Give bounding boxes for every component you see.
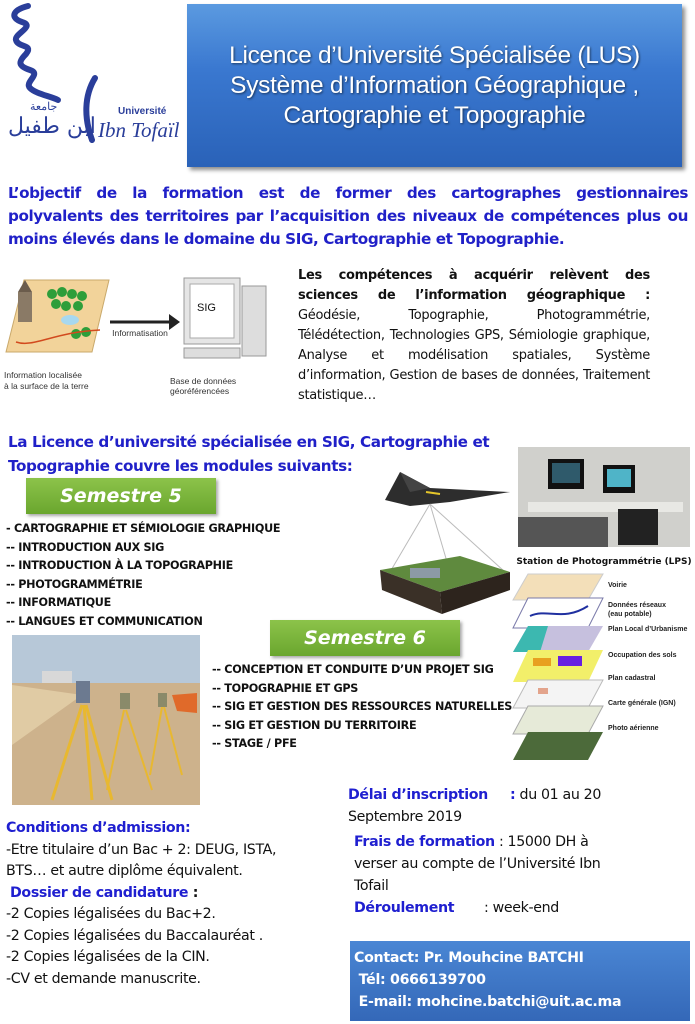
layer-label-occupation: Occupation des sols: [608, 652, 677, 659]
deroulement-label: Déroulement: [354, 900, 455, 916]
gis-layers-image: [508, 572, 695, 762]
conditions-line-2: BTS… et autre diplôme équivalent.: [6, 863, 243, 879]
contact-phone[interactable]: Tél: 0666139700: [354, 972, 486, 988]
frais-value: : 15000 DH à: [494, 834, 589, 850]
frais-value-2: verser au compte de l’Université Ibn: [354, 856, 601, 872]
left-caption-1: Information localisée: [4, 370, 82, 380]
module-item: -- LANGUES ET COMMUNICATION: [6, 614, 203, 628]
photogrammetry-station-image: [518, 447, 690, 547]
logo-universite: Université: [118, 106, 167, 117]
dossier-item: -CV et demande manuscrite.: [6, 970, 201, 987]
layer-label-ign: Carte générale (IGN): [608, 700, 676, 707]
photogrammetry-caption: Station de Photogrammétrie (LPS): [516, 557, 692, 567]
screen-label: SIG: [197, 302, 216, 314]
map-illustration-icon: [4, 272, 294, 362]
layer-label-eau: (eau potable): [608, 611, 652, 618]
frais-value-3: Tofail: [354, 878, 389, 894]
module-item: -- STAGE / PFE: [212, 737, 297, 751]
gis-diagram: [4, 272, 294, 402]
delai-separator: :: [510, 787, 516, 803]
layer-label-plu: Plan Local d’Urbanisme: [608, 626, 688, 633]
logo-ibn-tofail: Ibn Tofaïl: [98, 118, 180, 142]
module-item: -- SIG ET GESTION DU TERRITOIRE: [212, 718, 417, 732]
competences-text: [298, 266, 650, 406]
layer-label-cadastral: Plan cadastral: [608, 675, 656, 682]
inscription-info: [348, 784, 688, 919]
dossier-title: Dossier de candidature: [10, 884, 189, 901]
logo-arabic-main: ابن طفيل: [8, 114, 96, 139]
admission-info: [6, 818, 346, 990]
delai-label: Délai d’inscription: [348, 787, 488, 803]
drone-mapping-image: [370, 462, 520, 617]
delai-value: du 01 au 20: [515, 787, 602, 803]
left-caption-2: à la surface de la terre: [4, 381, 89, 391]
dossier-colon: :: [188, 884, 199, 901]
layer-label-reseaux: Données réseaux: [608, 602, 666, 609]
semestre-5-badge: Semestre 5: [26, 478, 216, 514]
layer-label-voirie: Voirie: [608, 582, 627, 589]
banner-line-1: Licence d’Université Spécialisée (LUS): [229, 41, 640, 69]
delai-row: [348, 784, 688, 806]
dossier-item: -2 Copies légalisées du Bac+2.: [6, 906, 216, 922]
module-item: -- SIG ET GESTION DES RESSOURCES NATURELLES: [212, 700, 513, 714]
delai-value-2: Septembre 2019: [348, 809, 462, 825]
frais-label: Frais de formation: [354, 834, 495, 850]
competences-list: Géodésie, Topographie, Photogrammétrie, Télédétection, Technologies GPS, Sémiologie graphique, Analyse et modélisation spatiales, Système d’information, Gestion de bases de données, Traitement statistique…: [298, 308, 650, 403]
banner-line-2: Système d’Information Géographique ,: [230, 71, 639, 99]
semestre-6-badge: Semestre 6: [270, 620, 460, 656]
dossier-item: -2 Copies légalisées de la CIN.: [6, 949, 210, 965]
conditions-title: Conditions d’admission:: [6, 820, 191, 836]
title-banner: [187, 4, 682, 167]
contact-name: Contact: Pr. Mouhcine BATCHI: [354, 950, 584, 966]
module-item: - CARTOGRAPHIE ET SÉMIOLOGIE GRAPHIQUE: [6, 522, 281, 535]
modules-intro: La Licence d’université spécialisée en SIG, Cartographie et Topographie couvre les modules suivants:: [8, 433, 490, 475]
contact-email[interactable]: E-mail: mohcine.batchi@uit.ac.ma: [354, 994, 622, 1010]
semestre-6-modules: [212, 661, 532, 754]
university-logo: [0, 0, 190, 150]
contact-box: [350, 941, 690, 1021]
module-item: -- INFORMATIQUE: [6, 596, 111, 610]
dossier-title-row: [6, 883, 346, 905]
topography-survey-image: [12, 635, 200, 805]
arrow-label: Informatisation: [112, 328, 168, 338]
module-item: -- CONCEPTION ET CONDUITE D’UN PROJET SIG: [212, 663, 494, 676]
competences-heading: Les compétences à acquérir relèvent des sciences de l’information géographique :: [298, 268, 650, 303]
semestre-5-modules: [6, 520, 326, 632]
frais-row: [348, 831, 688, 853]
module-item: -- PHOTOGRAMMÉTRIE: [6, 577, 143, 591]
module-item: -- TOPOGRAPHIE ET GPS: [212, 681, 359, 695]
banner-line-3: Cartographie et Topographie: [283, 101, 586, 129]
module-item: -- INTRODUCTION À LA TOPOGRAPHIE: [6, 559, 233, 573]
dossier-item: -2 Copies légalisées du Baccalauréat .: [6, 927, 263, 944]
conditions-line-1: -Etre titulaire d’un Bac + 2: DEUG, ISTA,: [6, 841, 277, 858]
right-caption: Base de données géoréférencées: [170, 376, 237, 396]
deroulement-row: [348, 897, 688, 919]
layer-label-photo: Photo aérienne: [608, 725, 659, 732]
deroulement-value: : week-end: [484, 900, 559, 916]
logo-arabic-top: جامعة: [30, 100, 58, 113]
objective-text: L’objectif de la formation est de former des cartographes gestionnaires polyvalents des territoires par l’acquisition des niveaux de compétences plus ou moins élevés dans le domaine du SIG, Cartographie et Topographie.: [8, 184, 688, 248]
module-item: -- INTRODUCTION AUX SIG: [6, 540, 165, 554]
